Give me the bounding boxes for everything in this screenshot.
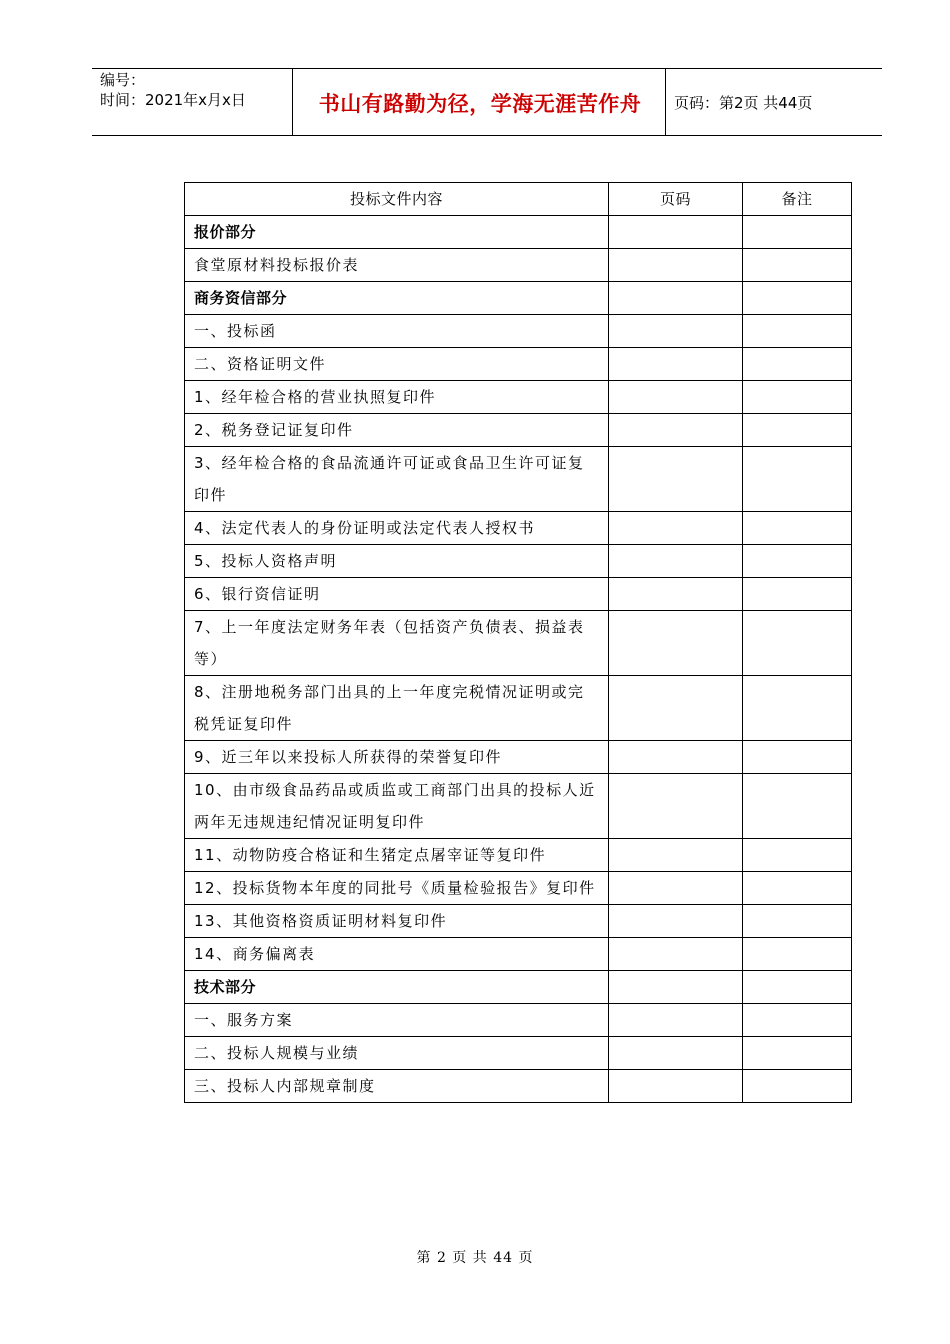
content-cell: 14、商务偏离表	[185, 938, 609, 971]
header-page-info: 页码：第2页 共44页	[674, 94, 813, 112]
page-number-cell	[609, 381, 743, 414]
content-cell: 一、服务方案	[185, 1004, 609, 1037]
table-row	[185, 905, 852, 938]
content-cell: 二、投标人规模与业绩	[185, 1037, 609, 1070]
remarks-cell	[743, 1037, 852, 1070]
table-row	[185, 774, 852, 839]
page-number-cell	[609, 282, 743, 315]
table-row	[185, 971, 852, 1004]
table-row	[185, 249, 852, 282]
page-number-cell	[609, 447, 743, 512]
content-cell: 8、注册地税务部门出具的上一年度完税情况证明或完税凭证复印件	[185, 676, 609, 741]
page-number-cell	[609, 348, 743, 381]
content-cell: 2、税务登记证复印件	[185, 414, 609, 447]
table-row	[185, 1037, 852, 1070]
table-row	[185, 839, 852, 872]
remarks-cell	[743, 611, 852, 676]
content-cell: 3、经年检合格的食品流通许可证或食品卫生许可证复印件	[185, 447, 609, 512]
page-number-cell	[609, 971, 743, 1004]
table-row	[185, 1070, 852, 1103]
header-motto: 书山有路勤为径，学海无涯苦作舟	[318, 92, 642, 116]
serial-number-label: 编号：	[100, 71, 146, 89]
content-cell: 10、由市级食品药品或质监或工商部门出具的投标人近两年无违规违纪情况证明复印件	[185, 774, 609, 839]
page-number-cell	[609, 774, 743, 839]
remarks-cell	[743, 1070, 852, 1103]
page-number-cell	[609, 611, 743, 676]
table-row	[185, 741, 852, 774]
page-number-cell	[609, 216, 743, 249]
page-number-cell	[609, 414, 743, 447]
content-cell: 12、投标货物本年度的同批号《质量检验报告》复印件	[185, 872, 609, 905]
page-number-cell	[609, 839, 743, 872]
table-row	[185, 611, 852, 676]
page-number-cell	[609, 512, 743, 545]
remarks-cell	[743, 971, 852, 1004]
header-meta	[100, 70, 246, 110]
header-divider	[665, 68, 666, 136]
content-cell: 11、动物防疫合格证和生猪定点屠宰证等复印件	[185, 839, 609, 872]
page-number-cell	[609, 938, 743, 971]
remarks-cell	[743, 348, 852, 381]
table-row	[185, 938, 852, 971]
page-number-cell	[609, 578, 743, 611]
remarks-cell	[743, 905, 852, 938]
table-row	[185, 381, 852, 414]
section-heading-cell: 商务资信部分	[185, 282, 609, 315]
remarks-cell	[743, 249, 852, 282]
remarks-cell	[743, 938, 852, 971]
content-cell: 三、投标人内部规章制度	[185, 1070, 609, 1103]
remarks-cell	[743, 414, 852, 447]
table-row	[185, 676, 852, 741]
table-row	[185, 1004, 852, 1037]
content-cell: 食堂原材料投标报价表	[185, 249, 609, 282]
content-cell: 1、经年检合格的营业执照复印件	[185, 381, 609, 414]
content-cell: 6、银行资信证明	[185, 578, 609, 611]
remarks-cell	[743, 741, 852, 774]
section-heading-cell: 报价部分	[185, 216, 609, 249]
remarks-cell	[743, 839, 852, 872]
table-row	[185, 512, 852, 545]
page-number-cell	[609, 872, 743, 905]
content-cell: 7、上一年度法定财务年表（包括资产负债表、损益表等）	[185, 611, 609, 676]
content-cell: 4、法定代表人的身份证明或法定代表人授权书	[185, 512, 609, 545]
page-number-cell	[609, 315, 743, 348]
page-number-cell	[609, 1037, 743, 1070]
header-divider	[292, 68, 293, 136]
column-header-content: 投标文件内容	[185, 183, 609, 216]
remarks-cell	[743, 774, 852, 839]
remarks-cell	[743, 545, 852, 578]
page-number-cell	[609, 545, 743, 578]
remarks-cell	[743, 578, 852, 611]
remarks-cell	[743, 315, 852, 348]
section-heading-cell: 技术部分	[185, 971, 609, 1004]
page-number-cell	[609, 249, 743, 282]
header-top-rule	[92, 68, 882, 69]
content-cell: 二、资格证明文件	[185, 348, 609, 381]
table-row	[185, 545, 852, 578]
table-row	[185, 414, 852, 447]
bid-contents-table	[184, 182, 852, 1103]
remarks-cell	[743, 1004, 852, 1037]
table-row	[185, 348, 852, 381]
remarks-cell	[743, 512, 852, 545]
table-row	[185, 872, 852, 905]
table-row	[185, 216, 852, 249]
remarks-cell	[743, 447, 852, 512]
table-row	[185, 282, 852, 315]
date-label: 时间：2021年x月x日	[100, 91, 246, 109]
header-bottom-rule	[92, 135, 882, 136]
table-row	[185, 447, 852, 512]
remarks-cell	[743, 676, 852, 741]
content-cell: 9、近三年以来投标人所获得的荣誉复印件	[185, 741, 609, 774]
content-cell: 13、其他资格资质证明材料复印件	[185, 905, 609, 938]
page-number-cell	[609, 1004, 743, 1037]
remarks-cell	[743, 381, 852, 414]
table-header-row	[185, 183, 852, 216]
page-number-cell	[609, 1070, 743, 1103]
page-number-cell	[609, 676, 743, 741]
table-row	[185, 578, 852, 611]
page-number-cell	[609, 741, 743, 774]
remarks-cell	[743, 216, 852, 249]
table-row	[185, 315, 852, 348]
content-cell: 5、投标人资格声明	[185, 545, 609, 578]
remarks-cell	[743, 282, 852, 315]
page-footer: 第 2 页 共 44 页	[416, 1250, 534, 1266]
column-header-page: 页码	[609, 183, 743, 216]
column-header-remarks: 备注	[743, 183, 852, 216]
remarks-cell	[743, 872, 852, 905]
page-number-cell	[609, 905, 743, 938]
content-cell: 一、投标函	[185, 315, 609, 348]
